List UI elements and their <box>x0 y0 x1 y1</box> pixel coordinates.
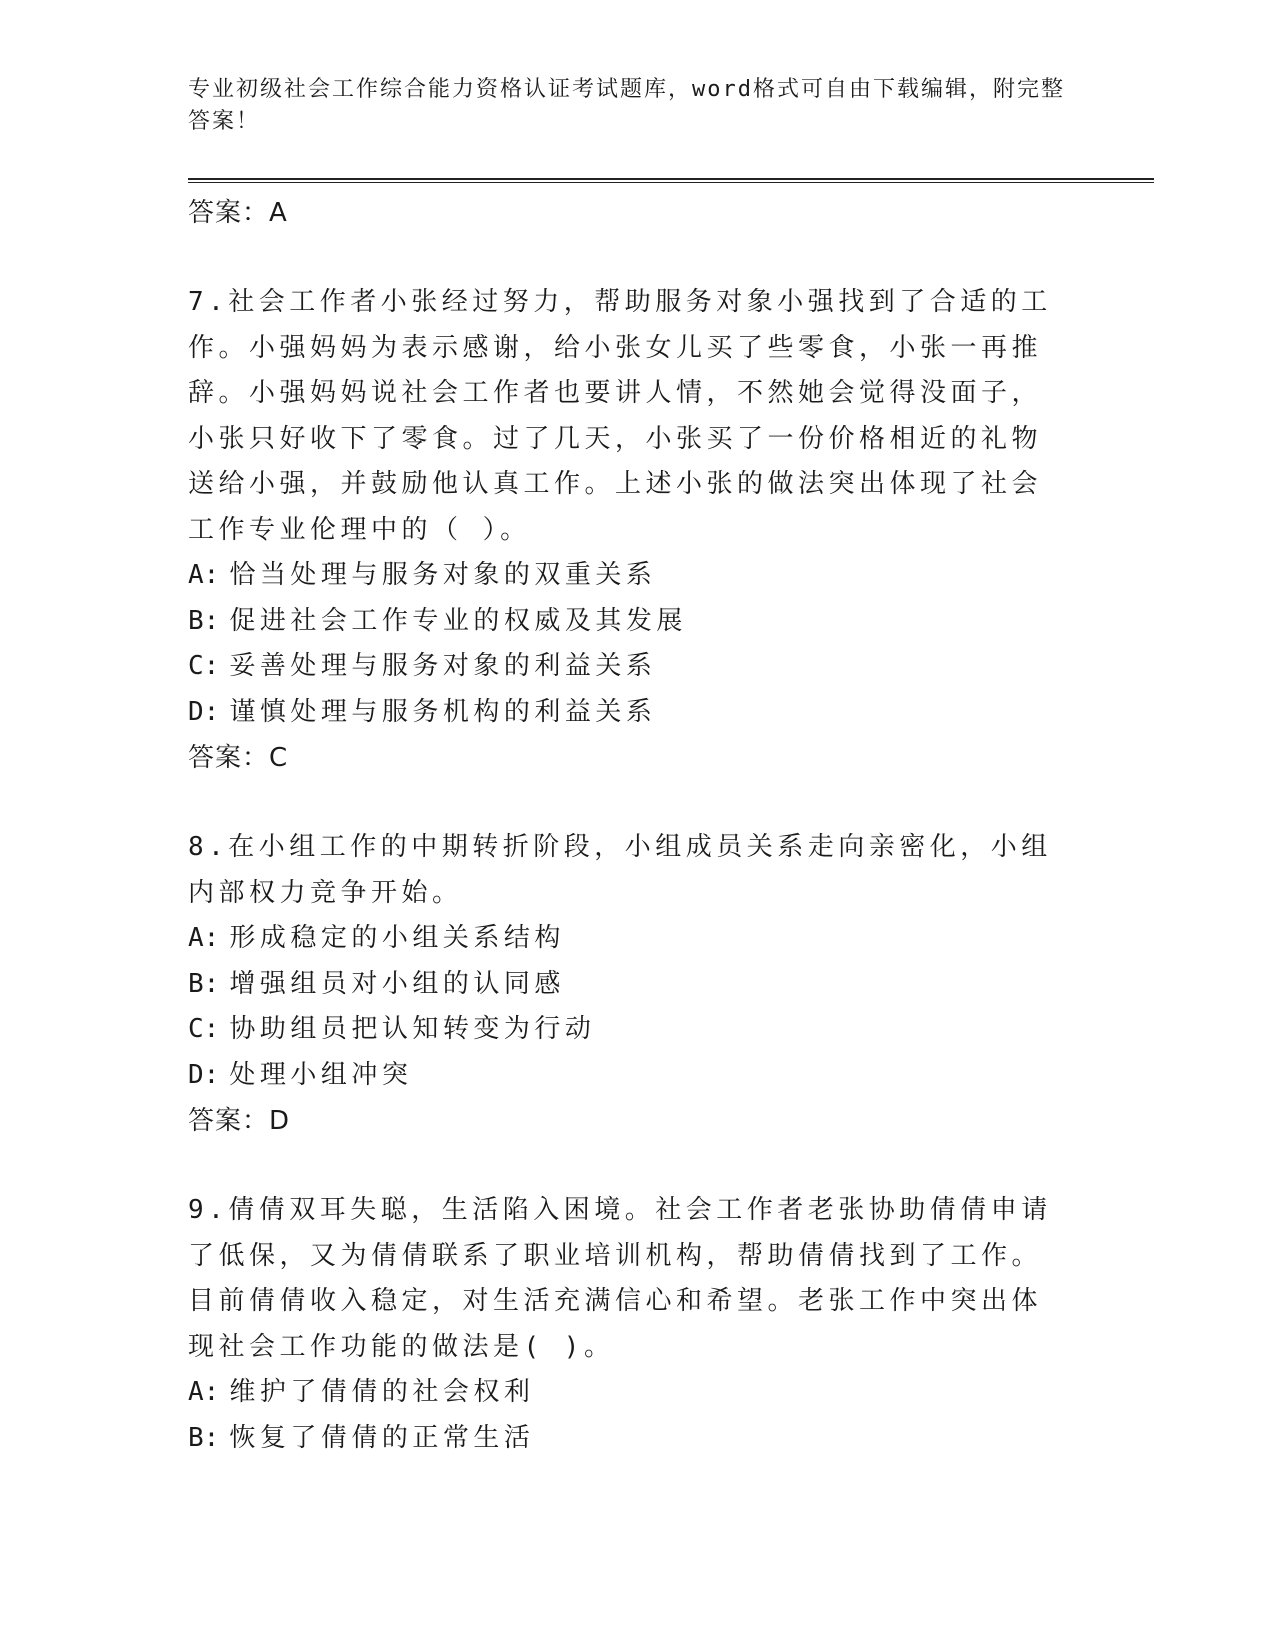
option-letter: B: <box>188 605 220 636</box>
question-7 <box>188 280 1068 781</box>
option-d <box>188 690 1068 736</box>
answer-label: 答案： <box>188 1106 270 1136</box>
option-a <box>188 1370 1068 1416</box>
option-text: 恢复了倩倩的正常生活 <box>229 1422 535 1453</box>
question-text: 9.倩倩双耳失聪，生活陷入困境。社会工作者老张协助倩倩申请了低保，又为倩倩联系了职业培训机构，帮助倩倩找到了工作。目前倩倩收入稳定，对生活充满信心和希望。老张工作中突出体现社会工作功能的做法是( )。 <box>188 1195 1052 1362</box>
answer-value: D <box>269 1106 291 1136</box>
question-8 <box>188 825 1068 1144</box>
answer-line <box>188 735 1068 781</box>
option-a <box>188 916 1068 962</box>
option-text: 谨慎处理与服务机构的利益关系 <box>229 696 657 727</box>
option-letter: C: <box>188 1014 220 1044</box>
page-header: 专业初级社会工作综合能力资格认证考试题库，word格式可自由下载编辑，附完整答案！ <box>188 77 1065 134</box>
option-c <box>188 644 1068 690</box>
question-text: 8.在小组工作的中期转折阶段，小组成员关系走向亲密化，小组内部权力竞争开始。 <box>188 832 1052 908</box>
option-b <box>188 599 1068 645</box>
document-body <box>188 190 1068 1461</box>
option-letter: A: <box>188 923 220 953</box>
option-c <box>188 1007 1068 1053</box>
question-text: 7.社会工作者小张经过努力，帮助服务对象小强找到了合适的工作。小强妈妈为表示感谢，给小张女儿买了些零食，小张一再推辞。小强妈妈说社会工作者也要讲人情，不然她会觉得没面子，小张只好收下了零食。过了几天，小张买了一份价格相近的礼物送给小强，并鼓励他认真工作。上述小张的做法突出体现了社会工作专业伦理中的（ ）。 <box>188 287 1052 545</box>
option-a <box>188 553 1068 599</box>
option-letter: A: <box>188 560 220 590</box>
option-letter: B: <box>188 968 220 999</box>
option-letter: D: <box>188 696 220 727</box>
option-text: 处理小组冲突 <box>229 1059 413 1090</box>
option-text: 协助组员把认知转变为行动 <box>229 1014 596 1044</box>
answer-line <box>188 1098 1068 1144</box>
option-text: 形成稳定的小组关系结构 <box>229 923 565 953</box>
answer-line <box>188 190 1068 236</box>
option-letter: C: <box>188 651 220 681</box>
question-9 <box>188 1188 1068 1461</box>
option-letter: B: <box>188 1422 220 1453</box>
option-text: 促进社会工作专业的权威及其发展 <box>229 605 687 636</box>
header-divider <box>188 178 1154 183</box>
option-text: 增强组员对小组的认同感 <box>229 968 565 999</box>
option-b <box>188 1416 1068 1462</box>
option-letter: D: <box>188 1059 220 1090</box>
option-text: 妥善处理与服务对象的利益关系 <box>229 651 657 681</box>
option-letter: A: <box>188 1377 220 1407</box>
answer-label: 答案： <box>188 198 270 228</box>
option-text: 恰当处理与服务对象的双重关系 <box>229 560 657 590</box>
option-d <box>188 1053 1068 1099</box>
option-text: 维护了倩倩的社会权利 <box>229 1377 535 1407</box>
answer-label: 答案： <box>188 743 270 773</box>
answer-value: C <box>269 743 289 773</box>
option-b <box>188 962 1068 1008</box>
answer-value: A <box>269 198 288 228</box>
